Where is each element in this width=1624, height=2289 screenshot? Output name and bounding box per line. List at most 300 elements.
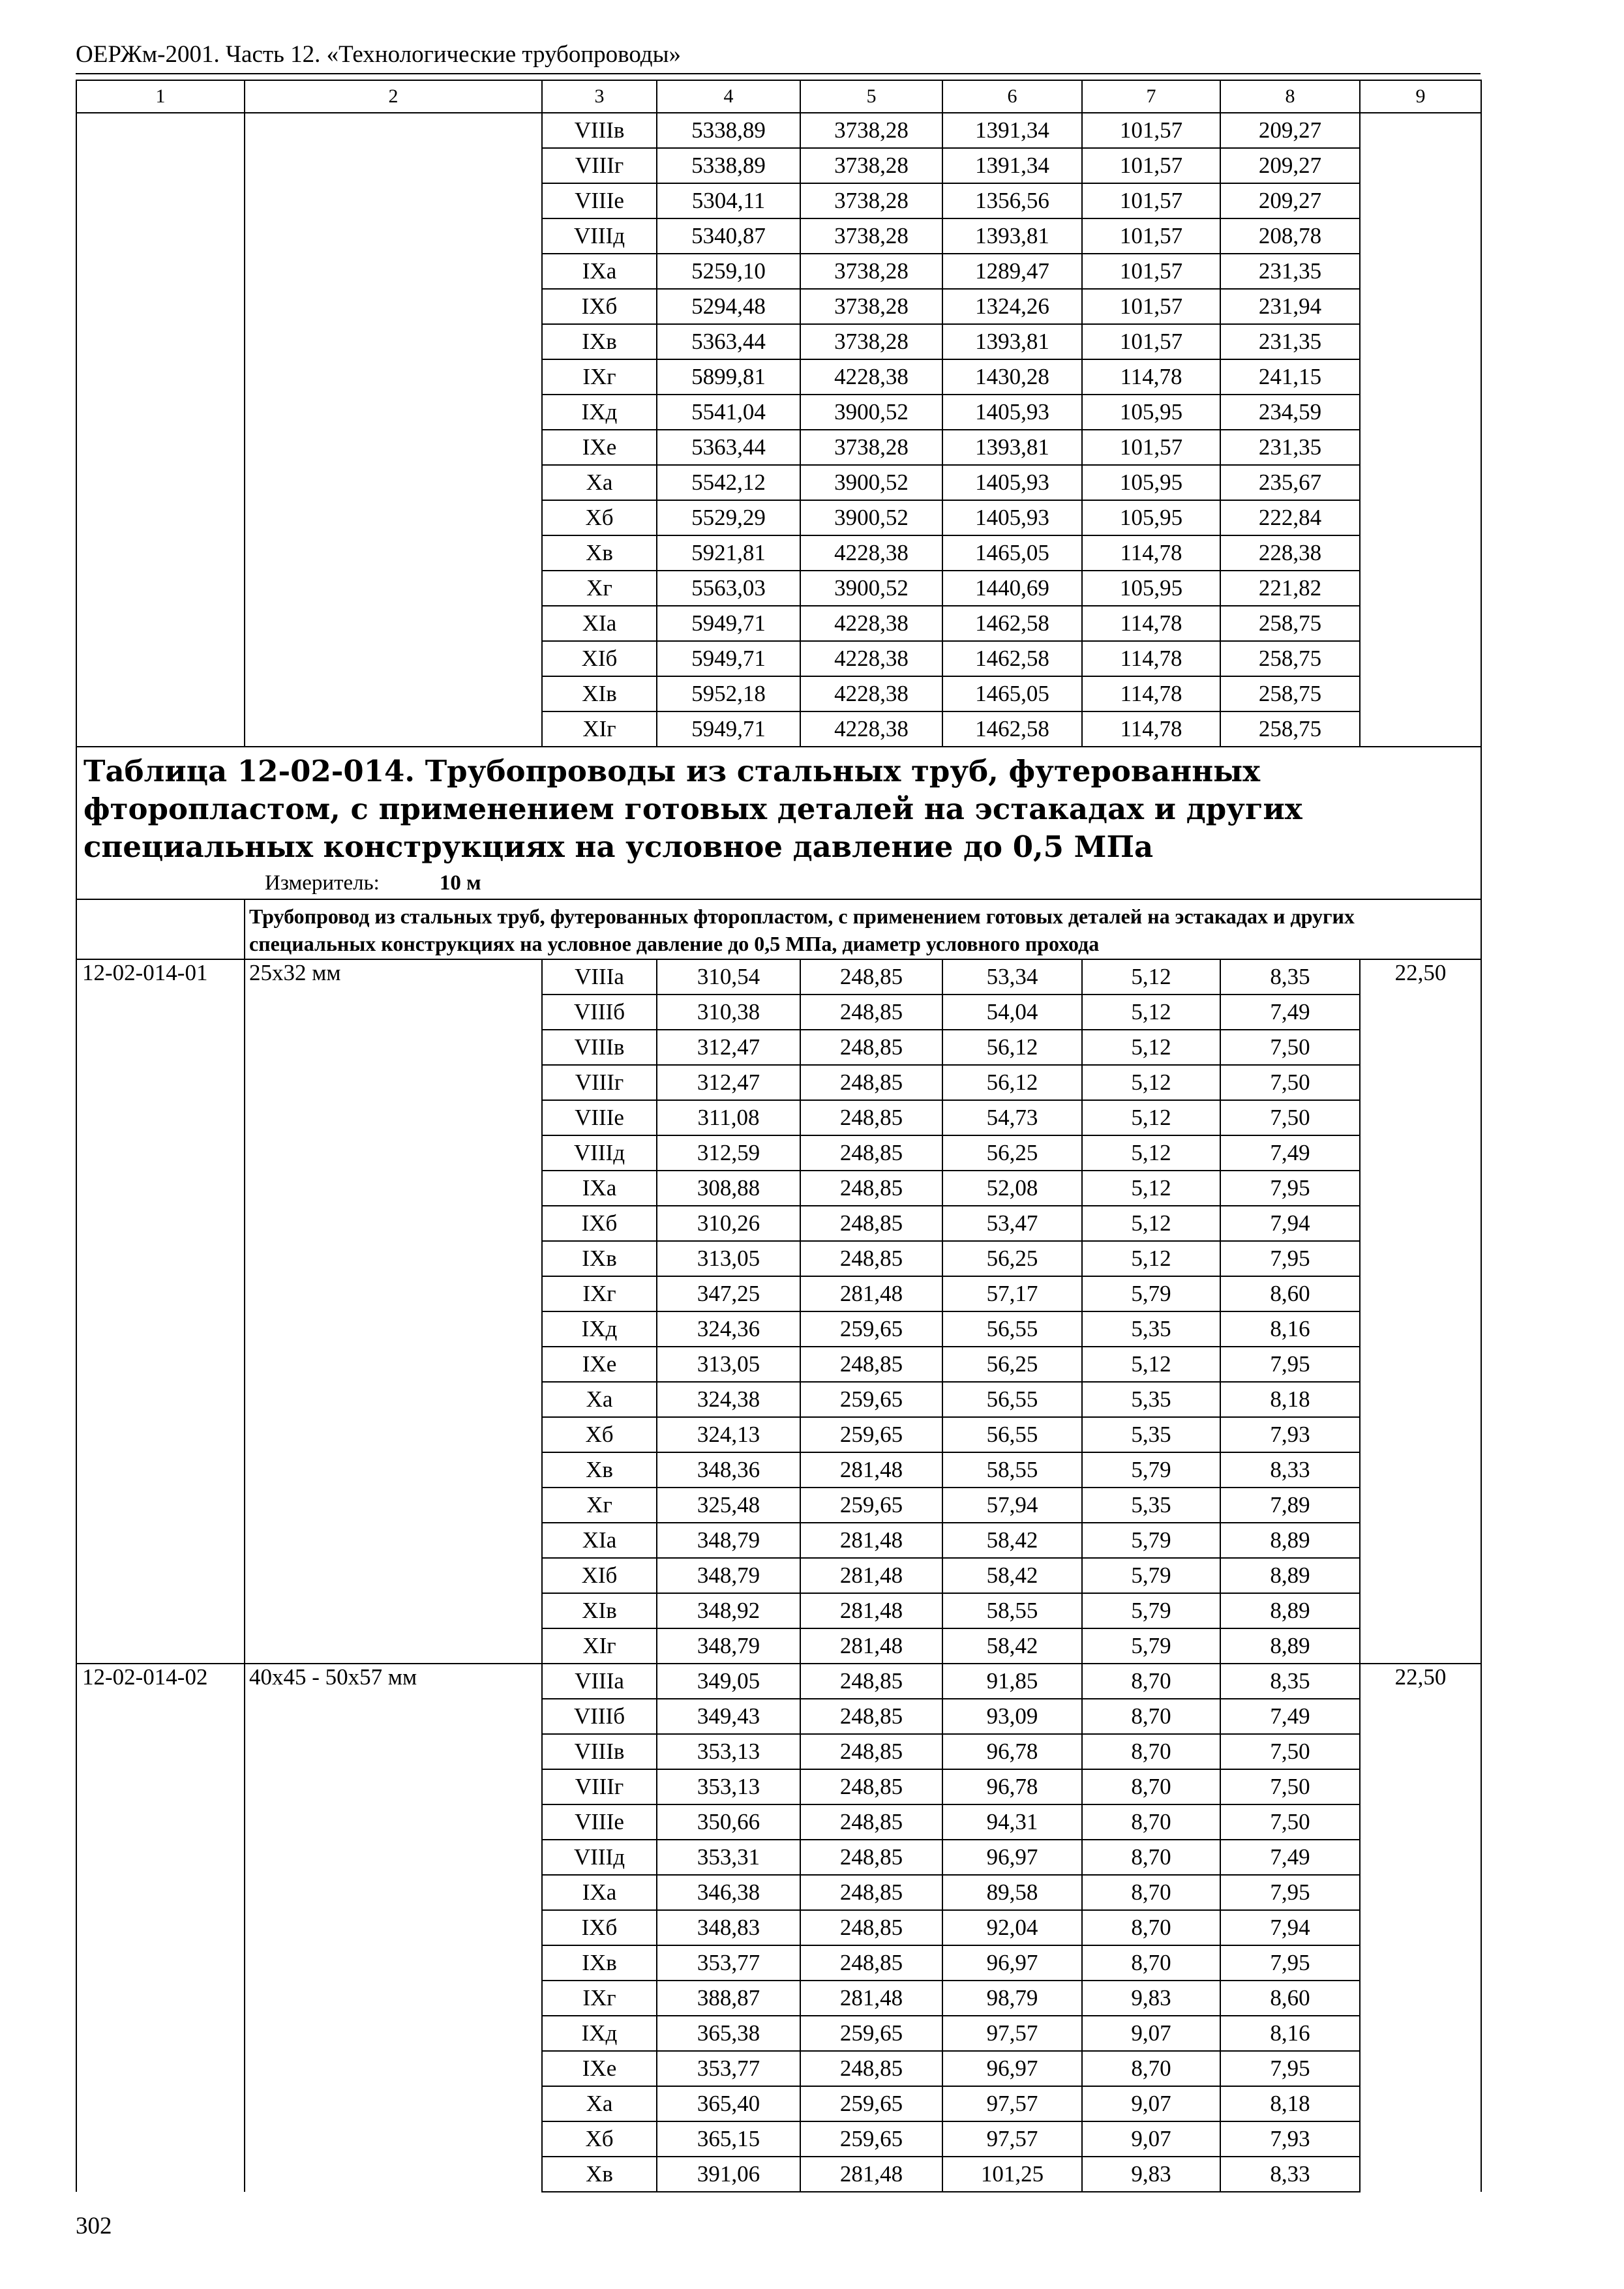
value-cell: 56,25 — [942, 1347, 1082, 1382]
value-cell: 248,85 — [800, 1030, 942, 1065]
value-cell: 258,75 — [1220, 606, 1360, 641]
value-cell: 56,25 — [942, 1135, 1082, 1171]
value-cell: 5,79 — [1082, 1558, 1220, 1593]
value-cell: 5,12 — [1082, 1347, 1220, 1382]
value-cell: 53,47 — [942, 1206, 1082, 1241]
value-cell: 312,47 — [657, 1065, 800, 1100]
value-cell: IXв — [542, 1945, 657, 1981]
value-cell: 8,89 — [1220, 1523, 1360, 1558]
value-cell: 1462,58 — [942, 606, 1082, 641]
value-cell: 101,57 — [1082, 324, 1220, 359]
value-cell: 281,48 — [800, 1452, 942, 1488]
value-cell: 248,85 — [800, 1769, 942, 1804]
value-cell: 4228,38 — [800, 641, 942, 676]
value-cell: 3900,52 — [800, 465, 942, 500]
value-cell: 7,95 — [1220, 1241, 1360, 1276]
value-cell: 8,70 — [1082, 1945, 1220, 1981]
value-cell: Xа — [542, 465, 657, 500]
value-cell: 1356,56 — [942, 183, 1082, 218]
value-cell: 281,48 — [800, 1276, 942, 1311]
value-cell: VIIIб — [542, 995, 657, 1030]
value-cell: 248,85 — [800, 1100, 942, 1135]
value-cell: 94,31 — [942, 1804, 1082, 1840]
value-cell: VIIIд — [542, 1840, 657, 1875]
value-cell: 348,92 — [657, 1593, 800, 1628]
value-cell: Xа — [542, 1382, 657, 1417]
value-cell: 8,16 — [1220, 2016, 1360, 2051]
name-cell — [245, 113, 542, 747]
value-cell: 96,78 — [942, 1769, 1082, 1804]
value-cell: 7,50 — [1220, 1030, 1360, 1065]
value-cell: 8,89 — [1220, 1628, 1360, 1664]
value-cell: 1405,93 — [942, 500, 1082, 535]
value-cell: 248,85 — [800, 1065, 942, 1100]
value-cell: 96,97 — [942, 2051, 1082, 2086]
value-cell: 5949,71 — [657, 711, 800, 747]
value-cell: 235,67 — [1220, 465, 1360, 500]
value-cell: 313,05 — [657, 1241, 800, 1276]
value-cell: 8,18 — [1220, 1382, 1360, 1417]
value-cell: IXе — [542, 2051, 657, 2086]
value-cell: XIб — [542, 1558, 657, 1593]
value-cell: 4228,38 — [800, 535, 942, 571]
value-cell: 8,70 — [1082, 1804, 1220, 1840]
value-cell: 259,65 — [800, 2016, 942, 2051]
value-cell: 312,47 — [657, 1030, 800, 1065]
value-cell: 7,50 — [1220, 1769, 1360, 1804]
value-cell: 4228,38 — [800, 676, 942, 711]
column-number-row — [76, 80, 1481, 113]
value-cell: 7,95 — [1220, 1347, 1360, 1382]
description-row — [76, 899, 1481, 959]
value-cell: 248,85 — [800, 1910, 942, 1945]
value-cell: 365,38 — [657, 2016, 800, 2051]
value-cell: 1391,34 — [942, 113, 1082, 148]
value-cell: 92,04 — [942, 1910, 1082, 1945]
value-cell: 101,57 — [1082, 148, 1220, 183]
value-cell: IXб — [542, 1206, 657, 1241]
value-cell: 4228,38 — [800, 359, 942, 395]
value-cell: 5,79 — [1082, 1593, 1220, 1628]
value-cell: 114,78 — [1082, 359, 1220, 395]
value-cell: 8,18 — [1220, 2086, 1360, 2121]
value-cell: 7,49 — [1220, 995, 1360, 1030]
value-cell: 259,65 — [800, 1382, 942, 1417]
value-cell: 209,27 — [1220, 183, 1360, 218]
value-cell: IXе — [542, 1347, 657, 1382]
value-cell: 8,70 — [1082, 1840, 1220, 1875]
value-cell: XIг — [542, 711, 657, 747]
value-cell: 1289,47 — [942, 254, 1082, 289]
value-cell: 350,66 — [657, 1804, 800, 1840]
value-cell: 5949,71 — [657, 606, 800, 641]
value-cell: 3900,52 — [800, 571, 942, 606]
value-cell: 3738,28 — [800, 289, 942, 324]
value-cell: 7,94 — [1220, 1910, 1360, 1945]
value-cell: 258,75 — [1220, 641, 1360, 676]
value-cell: 248,85 — [800, 2051, 942, 2086]
value-cell: 248,85 — [800, 1804, 942, 1840]
value-cell: 1405,93 — [942, 465, 1082, 500]
value-cell: Xв — [542, 1452, 657, 1488]
value-cell: VIIIв — [542, 113, 657, 148]
value-cell: 5,35 — [1082, 1417, 1220, 1452]
value-cell: 1430,28 — [942, 359, 1082, 395]
value-cell: 5304,11 — [657, 183, 800, 218]
value-cell: 281,48 — [800, 1593, 942, 1628]
value-cell: 114,78 — [1082, 535, 1220, 571]
value-cell: 348,83 — [657, 1910, 800, 1945]
value-cell: 208,78 — [1220, 218, 1360, 254]
value-cell: 3738,28 — [800, 430, 942, 465]
value-cell: 8,70 — [1082, 1769, 1220, 1804]
value-cell: 248,85 — [800, 1945, 942, 1981]
value-cell: 9,07 — [1082, 2121, 1220, 2157]
rates-table — [76, 80, 1482, 2192]
value-cell: 7,95 — [1220, 1171, 1360, 1206]
value-cell: 259,65 — [800, 1417, 942, 1452]
value-cell: 1465,05 — [942, 676, 1082, 711]
value-cell: 228,38 — [1220, 535, 1360, 571]
value-cell: VIIIа — [542, 1664, 657, 1699]
running-header: ОЕРЖм-2001. Часть 12. «Технологические трубопроводы» — [76, 41, 681, 68]
value-cell: IXд — [542, 1311, 657, 1347]
value-cell: 91,85 — [942, 1664, 1082, 1699]
value-cell: IXа — [542, 254, 657, 289]
description-blank-cell — [76, 899, 245, 959]
value-cell: 8,35 — [1220, 959, 1360, 995]
measure-value: 10 м — [439, 871, 481, 895]
value-cell: VIIIд — [542, 1135, 657, 1171]
value-cell: 105,95 — [1082, 571, 1220, 606]
value-cell: VIIIб — [542, 1699, 657, 1734]
value-cell: 114,78 — [1082, 676, 1220, 711]
value-cell: 8,33 — [1220, 2157, 1360, 2192]
value-cell: 5294,48 — [657, 289, 800, 324]
value-cell: 248,85 — [800, 1171, 942, 1206]
value-cell: 209,27 — [1220, 113, 1360, 148]
value-cell: 5,12 — [1082, 995, 1220, 1030]
value-cell: 8,70 — [1082, 1910, 1220, 1945]
value-cell: 325,48 — [657, 1488, 800, 1523]
value-cell: IXв — [542, 324, 657, 359]
value-cell: 5,35 — [1082, 1311, 1220, 1347]
value-cell: 1393,81 — [942, 218, 1082, 254]
name-cell: 25x32 мм — [245, 959, 542, 1664]
value-cell: 3900,52 — [800, 395, 942, 430]
value-cell: 310,26 — [657, 1206, 800, 1241]
value-cell: 8,89 — [1220, 1593, 1360, 1628]
value-cell: 3738,28 — [800, 218, 942, 254]
value-cell: IXд — [542, 2016, 657, 2051]
value-cell: 5338,89 — [657, 148, 800, 183]
value-cell: 8,60 — [1220, 1276, 1360, 1311]
value-cell: 8,89 — [1220, 1558, 1360, 1593]
value-cell: 248,85 — [800, 1875, 942, 1910]
value-cell: 1462,58 — [942, 641, 1082, 676]
value-cell: 105,95 — [1082, 465, 1220, 500]
value-cell: IXб — [542, 1910, 657, 1945]
value-cell: 8,33 — [1220, 1452, 1360, 1488]
value-cell: 101,57 — [1082, 254, 1220, 289]
value-cell: 97,57 — [942, 2016, 1082, 2051]
value-cell: 7,49 — [1220, 1135, 1360, 1171]
value-cell: 308,88 — [657, 1171, 800, 1206]
value-cell: 58,42 — [942, 1558, 1082, 1593]
value-cell: IXв — [542, 1241, 657, 1276]
col9-cell — [1360, 113, 1481, 747]
value-cell: 114,78 — [1082, 711, 1220, 747]
col9-cell: 22,50 — [1360, 1664, 1481, 2192]
value-cell: 1405,93 — [942, 395, 1082, 430]
value-cell: 259,65 — [800, 2086, 942, 2121]
value-cell: 222,84 — [1220, 500, 1360, 535]
value-cell: 7,50 — [1220, 1804, 1360, 1840]
value-cell: 57,94 — [942, 1488, 1082, 1523]
value-cell: 5,79 — [1082, 1452, 1220, 1488]
value-cell: 5259,10 — [657, 254, 800, 289]
value-cell: VIIIд — [542, 218, 657, 254]
value-cell: 8,70 — [1082, 2051, 1220, 2086]
value-cell: 5338,89 — [657, 113, 800, 148]
value-cell: 5529,29 — [657, 500, 800, 535]
value-cell: 4228,38 — [800, 711, 942, 747]
column-number-cell: 3 — [542, 80, 657, 113]
value-cell: 324,36 — [657, 1311, 800, 1347]
value-cell: 248,85 — [800, 1664, 942, 1699]
value-cell: IXа — [542, 1171, 657, 1206]
value-cell: 5,12 — [1082, 1135, 1220, 1171]
value-cell: Xв — [542, 2157, 657, 2192]
value-cell: 5949,71 — [657, 641, 800, 676]
value-cell: 56,55 — [942, 1382, 1082, 1417]
value-cell: IXа — [542, 1875, 657, 1910]
value-cell: 7,49 — [1220, 1699, 1360, 1734]
value-cell: 1462,58 — [942, 711, 1082, 747]
value-cell: 348,36 — [657, 1452, 800, 1488]
value-cell: 365,40 — [657, 2086, 800, 2121]
value-cell: 248,85 — [800, 959, 942, 995]
value-cell: 57,17 — [942, 1276, 1082, 1311]
value-cell: 58,55 — [942, 1452, 1082, 1488]
column-number-cell: 1 — [76, 80, 245, 113]
description-cell: Трубопровод из стальных труб, футерованных фторопластом, с применением готовых деталей на эстакадах и других специальных конструкциях на условное давление до 0,5 МПа, диаметр условного прохода — [245, 899, 1481, 959]
value-cell: 353,13 — [657, 1769, 800, 1804]
value-cell: XIв — [542, 1593, 657, 1628]
value-cell: 248,85 — [800, 1241, 942, 1276]
column-number-cell: 7 — [1082, 80, 1220, 113]
value-cell: 353,13 — [657, 1734, 800, 1769]
page-number: 302 — [76, 2213, 112, 2239]
value-cell: 259,65 — [800, 2121, 942, 2157]
value-cell: 7,50 — [1220, 1065, 1360, 1100]
value-cell: 281,48 — [800, 1981, 942, 2016]
value-cell: IXг — [542, 1981, 657, 2016]
column-number-cell: 9 — [1360, 80, 1481, 113]
value-cell: 5,12 — [1082, 1100, 1220, 1135]
value-cell: 324,38 — [657, 1382, 800, 1417]
value-cell: 5363,44 — [657, 430, 800, 465]
value-cell: 56,55 — [942, 1311, 1082, 1347]
value-cell: IXг — [542, 359, 657, 395]
measure-line — [83, 870, 1474, 896]
value-cell: 9,07 — [1082, 2016, 1220, 2051]
value-cell: 209,27 — [1220, 148, 1360, 183]
value-cell: 58,42 — [942, 1523, 1082, 1558]
value-cell: 8,70 — [1082, 1699, 1220, 1734]
value-cell: 348,79 — [657, 1523, 800, 1558]
value-cell: 248,85 — [800, 1135, 942, 1171]
col9-cell: 22,50 — [1360, 959, 1481, 1664]
value-cell: 9,83 — [1082, 1981, 1220, 2016]
value-cell: 7,95 — [1220, 1875, 1360, 1910]
value-cell: 5,35 — [1082, 1488, 1220, 1523]
table-body — [76, 80, 1481, 2192]
value-cell: 7,50 — [1220, 1734, 1360, 1769]
value-cell: 8,70 — [1082, 1875, 1220, 1910]
column-number-cell: 6 — [942, 80, 1082, 113]
value-cell: 58,42 — [942, 1628, 1082, 1664]
value-cell: 56,12 — [942, 1065, 1082, 1100]
value-cell: 241,15 — [1220, 359, 1360, 395]
value-cell: 1324,26 — [942, 289, 1082, 324]
value-cell: 101,57 — [1082, 113, 1220, 148]
value-cell: 7,95 — [1220, 2051, 1360, 2086]
value-cell: 101,57 — [1082, 430, 1220, 465]
value-cell: 348,79 — [657, 1558, 800, 1593]
value-cell: 353,77 — [657, 2051, 800, 2086]
value-cell: 56,55 — [942, 1417, 1082, 1452]
value-cell: 101,57 — [1082, 289, 1220, 324]
value-cell: 231,35 — [1220, 254, 1360, 289]
value-cell: 258,75 — [1220, 711, 1360, 747]
value-cell: 3738,28 — [800, 183, 942, 218]
value-cell: 353,77 — [657, 1945, 800, 1981]
value-cell: 8,35 — [1220, 1664, 1360, 1699]
value-cell: 5,79 — [1082, 1523, 1220, 1558]
value-cell: 365,15 — [657, 2121, 800, 2157]
value-cell: 248,85 — [800, 1206, 942, 1241]
value-cell: 8,70 — [1082, 1664, 1220, 1699]
value-cell: IXг — [542, 1276, 657, 1311]
code-cell: 12-02-014-01 — [76, 959, 245, 1664]
value-cell: 9,07 — [1082, 2086, 1220, 2121]
value-cell: 248,85 — [800, 1840, 942, 1875]
value-cell: VIIIг — [542, 148, 657, 183]
value-cell: 8,60 — [1220, 1981, 1360, 2016]
value-cell: XIа — [542, 1523, 657, 1558]
value-cell: 101,57 — [1082, 218, 1220, 254]
value-cell: 5952,18 — [657, 676, 800, 711]
code-cell: 12-02-014-02 — [76, 1664, 245, 2192]
column-number-cell: 5 — [800, 80, 942, 113]
value-cell: 1393,81 — [942, 324, 1082, 359]
value-cell: 54,04 — [942, 995, 1082, 1030]
value-cell: Xв — [542, 535, 657, 571]
value-cell: XIа — [542, 606, 657, 641]
value-cell: 258,75 — [1220, 676, 1360, 711]
value-cell: VIIIг — [542, 1769, 657, 1804]
value-cell: 281,48 — [800, 1523, 942, 1558]
value-cell: 4228,38 — [800, 606, 942, 641]
value-cell: 105,95 — [1082, 500, 1220, 535]
value-cell: 5,12 — [1082, 1065, 1220, 1100]
value-cell: 5563,03 — [657, 571, 800, 606]
value-cell: 7,49 — [1220, 1840, 1360, 1875]
value-cell: VIIIг — [542, 1065, 657, 1100]
value-cell: 231,35 — [1220, 430, 1360, 465]
value-cell: IXе — [542, 430, 657, 465]
value-cell: VIIIв — [542, 1030, 657, 1065]
header-rule — [76, 73, 1481, 74]
value-cell: VIIIе — [542, 1804, 657, 1840]
value-cell: XIг — [542, 1628, 657, 1664]
value-cell: 324,13 — [657, 1417, 800, 1452]
value-cell: 7,93 — [1220, 2121, 1360, 2157]
value-cell: 5340,87 — [657, 218, 800, 254]
value-cell: IXб — [542, 289, 657, 324]
value-cell: 101,57 — [1082, 183, 1220, 218]
value-cell: Xб — [542, 2121, 657, 2157]
value-cell: 313,05 — [657, 1347, 800, 1382]
value-cell: VIIIв — [542, 1734, 657, 1769]
value-cell: 97,57 — [942, 2086, 1082, 2121]
table-title-cell — [76, 747, 1481, 899]
value-cell: 105,95 — [1082, 395, 1220, 430]
value-cell: 5,12 — [1082, 1241, 1220, 1276]
value-cell: 5,35 — [1082, 1382, 1220, 1417]
value-cell: 52,08 — [942, 1171, 1082, 1206]
table-row — [76, 113, 1481, 148]
value-cell: 97,57 — [942, 2121, 1082, 2157]
value-cell: 388,87 — [657, 1981, 800, 2016]
value-cell: 311,08 — [657, 1100, 800, 1135]
value-cell: 96,78 — [942, 1734, 1082, 1769]
value-cell: Xг — [542, 571, 657, 606]
column-number-cell: 8 — [1220, 80, 1360, 113]
value-cell: 348,79 — [657, 1628, 800, 1664]
value-cell: 281,48 — [800, 1628, 942, 1664]
value-cell: 234,59 — [1220, 395, 1360, 430]
value-cell: 114,78 — [1082, 641, 1220, 676]
value-cell: 58,55 — [942, 1593, 1082, 1628]
value-cell: VIIIе — [542, 183, 657, 218]
value-cell: 221,82 — [1220, 571, 1360, 606]
value-cell: 9,83 — [1082, 2157, 1220, 2192]
value-cell: 3738,28 — [800, 113, 942, 148]
value-cell: 5,79 — [1082, 1276, 1220, 1311]
value-cell: 7,95 — [1220, 1945, 1360, 1981]
value-cell: Xб — [542, 500, 657, 535]
value-cell: IXд — [542, 395, 657, 430]
value-cell: 7,89 — [1220, 1488, 1360, 1523]
value-cell: 8,16 — [1220, 1311, 1360, 1347]
value-cell: 56,12 — [942, 1030, 1082, 1065]
value-cell: 5,12 — [1082, 1171, 1220, 1206]
value-cell: 248,85 — [800, 1734, 942, 1769]
value-cell: 3900,52 — [800, 500, 942, 535]
value-cell: 5,12 — [1082, 1206, 1220, 1241]
table-row — [76, 959, 1481, 995]
value-cell: 5,79 — [1082, 1628, 1220, 1664]
value-cell: 5363,44 — [657, 324, 800, 359]
value-cell: 353,31 — [657, 1840, 800, 1875]
value-cell: XIв — [542, 676, 657, 711]
value-cell: 53,34 — [942, 959, 1082, 995]
value-cell: 231,94 — [1220, 289, 1360, 324]
value-cell: 248,85 — [800, 1347, 942, 1382]
value-cell: Xа — [542, 2086, 657, 2121]
